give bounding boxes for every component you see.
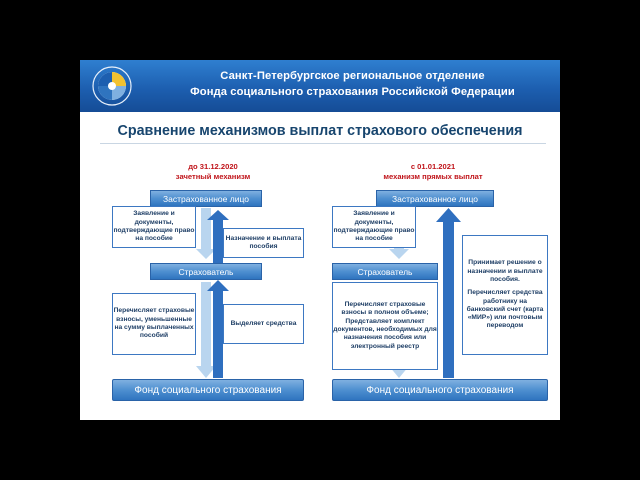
presentation-slide <box>80 60 560 420</box>
left-date: до 31.12.2020 <box>188 162 238 171</box>
right-employer-bar: Страхователь <box>332 263 438 280</box>
org-name-line2: Фонда социального страхования Российской Федерации <box>190 86 515 98</box>
right-note-contrib <box>332 282 438 370</box>
left-note-assign-text: Назначение и выплата пособия <box>225 234 302 250</box>
right-arrow-direct-up <box>436 208 461 378</box>
left-fund-bar: Фонд социального страхования <box>112 379 304 401</box>
left-note-funds <box>223 304 304 344</box>
left-note-funds-text: Выделяет средства <box>230 319 297 327</box>
left-insured-bar: Застрахованное лицо <box>150 190 262 207</box>
right-note-docs-text: Заявление и документы, подтверждающие право на пособие <box>333 210 415 243</box>
right-date: с 01.01.2021 <box>410 162 456 171</box>
left-note-assign <box>223 228 304 258</box>
right-mechanism: механизм прямых выплат <box>383 172 483 181</box>
left-mechanism: зачетный механизм <box>175 172 251 181</box>
right-insured-bar: Застрахованное лицо <box>376 190 494 207</box>
right-note-docs <box>332 206 416 248</box>
right-note-fund-action <box>462 235 548 355</box>
right-note-decision-text: Принимает решение о назначении и выплате пособия. <box>467 259 543 283</box>
left-header <box>128 162 298 182</box>
right-header <box>348 162 518 182</box>
left-employer-bar: Страхователь <box>150 263 262 280</box>
right-note-transfer-text: Перечисляет средства работнику на банковский счет (карта «МИР») или почтовым переводом <box>466 289 544 330</box>
left-note-contrib <box>112 293 196 355</box>
left-note-docs-text: Заявление и документы, подтверждающие право на пособие <box>113 210 195 243</box>
left-note-docs <box>112 206 196 248</box>
left-note-contrib-text: Перечисляет страховые взносы, уменьшенные на сумму выплаченных пособий <box>113 307 195 340</box>
right-note-contrib-text: Перечисляет страховые взносы в полном объеме; Представляет комплект документов, необходимых для назначения пособия или электронный реестр <box>333 301 437 350</box>
right-fund-bar: Фонд социального страхования <box>332 379 548 401</box>
slide-title: Сравнение механизмов выплат страхового обеспечения <box>117 123 523 139</box>
org-name-line1: Санкт-Петербургское региональное отделение <box>220 70 485 82</box>
